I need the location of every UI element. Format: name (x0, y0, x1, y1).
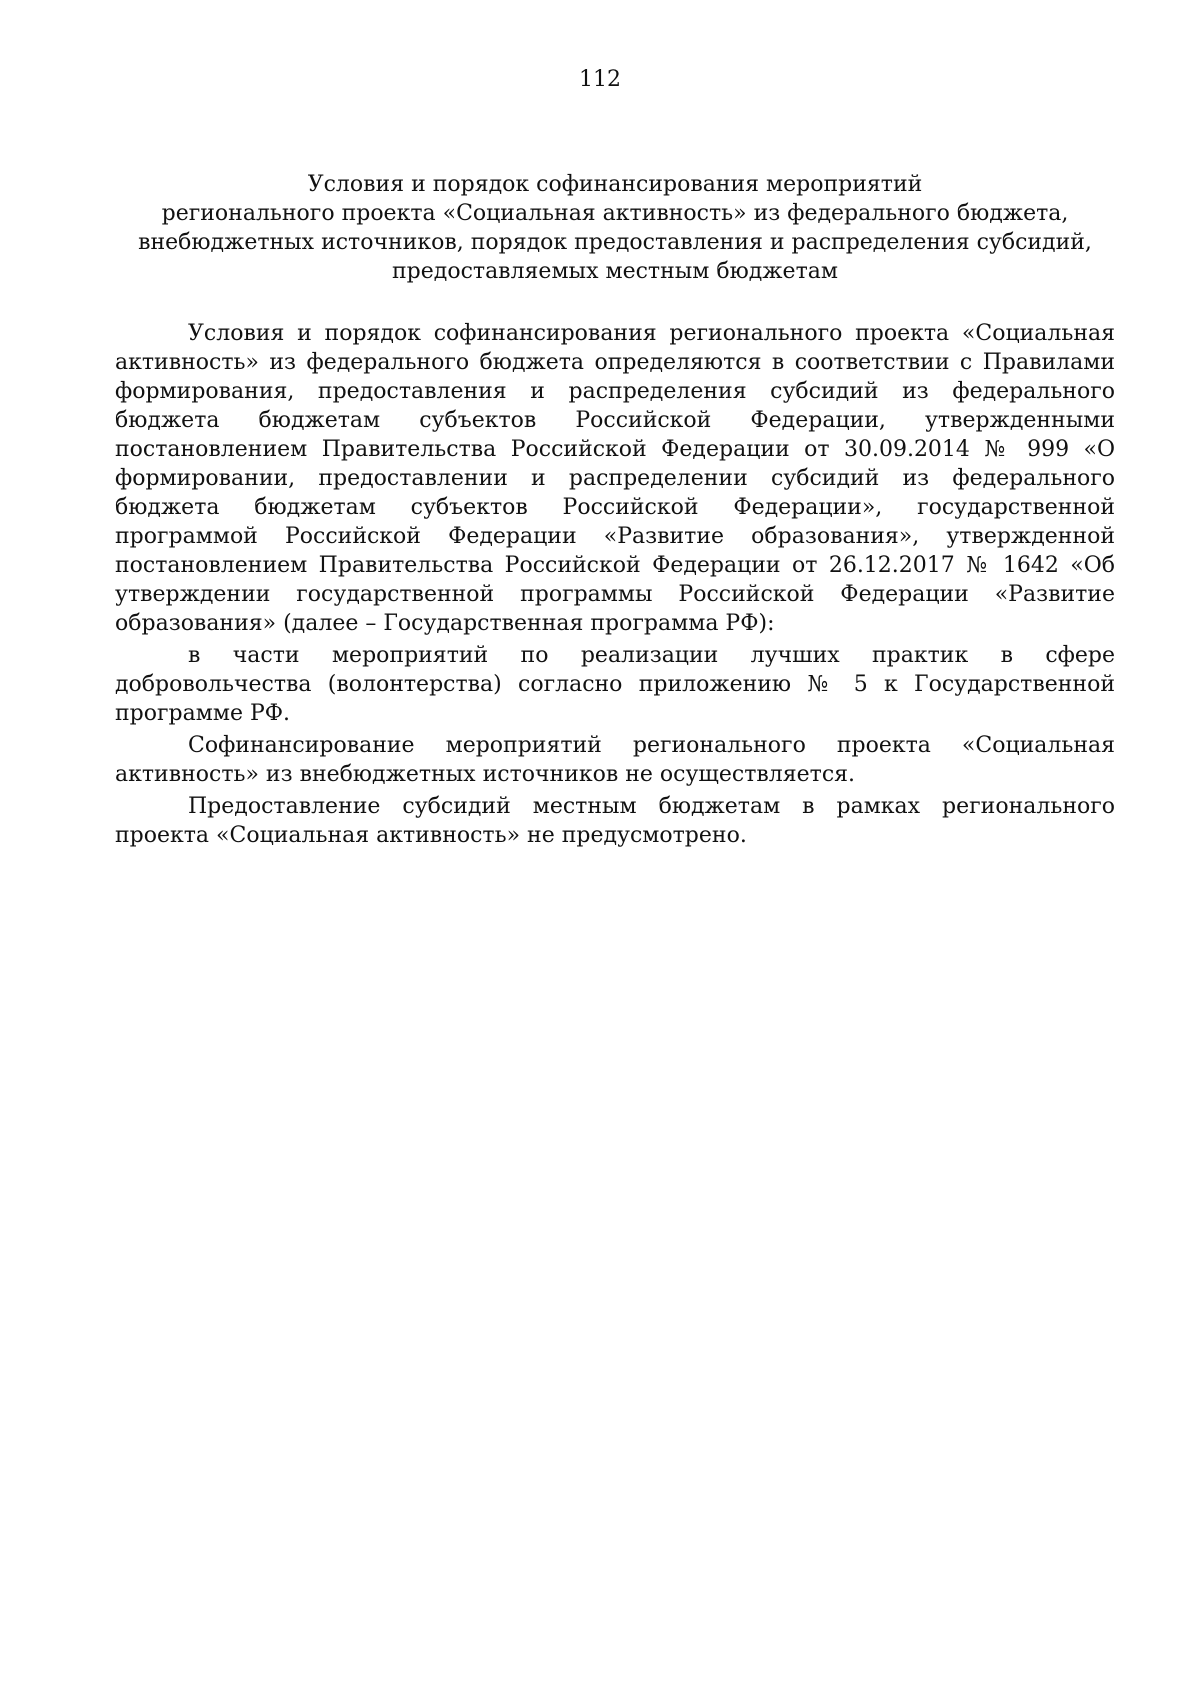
title-line-2: регионального проекта «Социальная активность» из федерального бюджета, (161, 201, 1069, 226)
paragraph-volunteering-practices: в части мероприятий по реализации лучших практик в сфере добровольчества (волонтерства) согласно приложению № 5 к Государственной программе РФ. (115, 643, 1115, 726)
paragraph-extrabudgetary-sources: Софинансирование мероприятий регионального проекта «Социальная активность» из внебюджетных источников не осуществляется. (115, 733, 1115, 787)
title-line-4: предоставляемых местным бюджетам (392, 259, 838, 284)
title-line-1: Условия и порядок софинансирования мероприятий (307, 172, 923, 197)
page-number: 112 (579, 67, 621, 92)
paragraph-cofinancing-conditions: Условия и порядок софинансирования регионального проекта «Социальная активность» из федерального бюджета определяются в соответствии с Правилами формирования, предоставления и распределения субсидий из федерального бюджета бюджетам субъектов Российской Федерации, утвержденными постановлением Правительства Российской Федерации от 30.09.2014 № 999 «О формировании, предоставлении и распределении субсидий из федерального бюджета бюджетам субъектов Российской Федерации», государственной программой Российской Федерации «Развитие образования», утвержденной постановлением Правительства Российской Федерации от 26.12.2017 № 1642 «Об утверждении государственной программы Российской Федерации «Развитие образования» (далее – Государственная программа РФ): (115, 321, 1115, 636)
document-body (115, 319, 1115, 853)
document-title (115, 170, 1115, 286)
paragraph-local-budget-subsidies: Предоставление субсидий местным бюджетам в рамках регионального проекта «Социальная активность» не предусмотрено. (115, 794, 1115, 848)
title-line-3: внебюджетных источников, порядок предоставления и распределения субсидий, (138, 230, 1092, 255)
